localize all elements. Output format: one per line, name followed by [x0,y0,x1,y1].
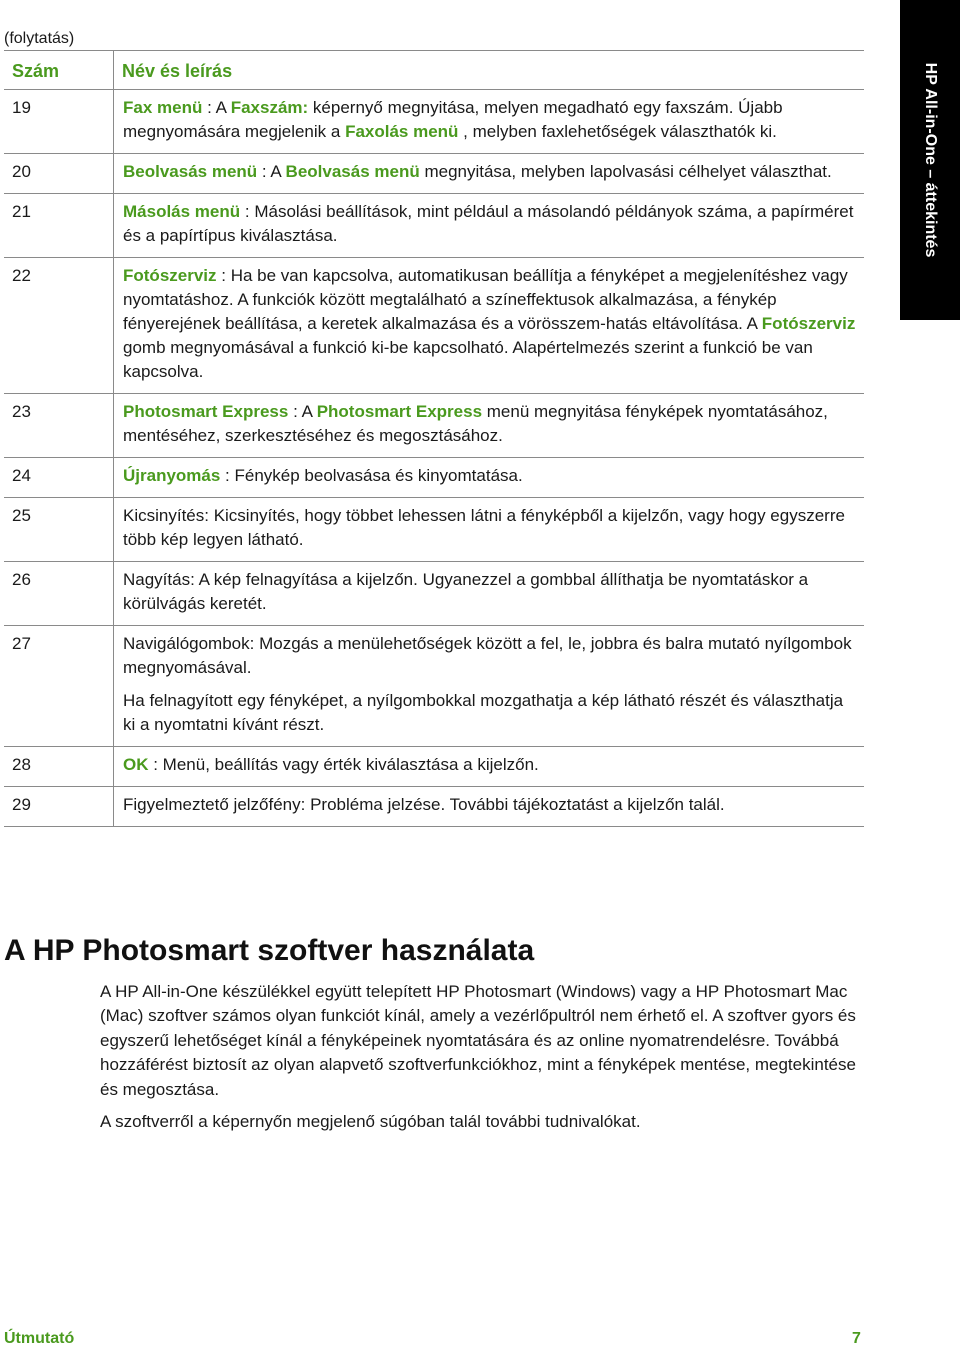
row-number: 26 [4,562,114,626]
header-number: Szám [4,51,114,90]
description-text: képernyő megnyitása, melyen megadható egy faxszám. Újabb megnyomására megjelenik a [123,98,783,141]
description-text: Nagyítás: A kép felnagyítása a kijelzőn. Ugyanezzel a gombbal állíthatja be nyomtatáskor a körülvágás keretét. [123,570,809,613]
row-description [114,90,865,154]
footer-guide-label: Útmutató [4,1330,75,1347]
description-text: : Fénykép beolvasása és kinyomtatása. [220,466,523,485]
page-number: 7 [852,1330,861,1347]
highlighted-term: Beolvasás menü [123,162,258,181]
row-description-text [123,400,856,448]
row-description [114,626,865,747]
side-tab-label: HP All-in-One – áttekintés [922,62,939,258]
row-description-extra: Ha felnagyított egy fényképet, a nyílgombokkal mozgathatja a kép látható részét és választhatja ki a nyomtatni kívánt részt. [123,691,844,734]
row-description-text [123,753,856,777]
table-row [4,626,864,747]
highlighted-term: OK [123,755,149,774]
row-description-text [123,632,856,680]
table-row [4,498,864,562]
row-description-text [123,568,856,616]
row-description [114,498,865,562]
row-number: 24 [4,458,114,498]
description-text: Figyelmeztető jelzőfény: Probléma jelzése. További tájékoztatást a kijelzőn talál. [123,795,725,814]
row-description [114,458,865,498]
table-row [4,90,864,154]
description-text: : A [257,162,286,181]
row-number: 21 [4,194,114,258]
description-text: : A [288,402,317,421]
description-text: menü megnyitása fényképek nyomtatásához, mentéséhez, szerkesztéséhez és megosztásához. [123,402,828,445]
row-description-text [123,96,856,144]
row-description [114,154,865,194]
highlighted-term: Fotószerviz [123,266,217,285]
table-header-row [4,51,864,90]
row-description-text [123,464,856,488]
row-number: 19 [4,90,114,154]
row-description [114,258,865,394]
section-paragraph-2: A szoftverről a képernyőn megjelenő súgóban talál további tudnivalókat. [100,1112,641,1132]
table-row [4,394,864,458]
row-description [114,787,865,827]
highlighted-term: Faxszám: [230,98,309,117]
highlighted-term: Fotószerviz [761,314,856,333]
row-number: 28 [4,747,114,787]
description-text: : Másolási beállítások, mint például a másolandó példányok száma, a papírméret és a papírtípus kiválasztása. [123,202,854,245]
table-row [4,747,864,787]
description-text: Navigálógombok: Mozgás a menülehetőségek között a fel, le, jobbra és balra mutató nyílgombok megnyomásával. [123,634,852,677]
description-text: megnyitása, melyben lapolvasási célhelyet választhat. [419,162,832,181]
row-number: 27 [4,626,114,747]
row-description [114,194,865,258]
description-text: : Ha be van kapcsolva, automatikusan beállítja a fényképet a megjelenítéshez vagy nyomtatáshoz. A funkciók között megtalálható a színeffektusok alkalmazása, a fénykép fényerejének beállítása, a keretek alkalmazása és a vörösszem-hatás eltávolítása. A [123,266,848,333]
section-paragraph-1: A HP All-in-One készülékkel együtt telepített HP Photosmart (Windows) vagy a HP Photosmart Mac (Mac) szoftver számos olyan funkciót kínál, amely a vezérlőpultról nem érhető el. A szoftver gyors és egyszerű lehetőséget kínál a fényképeinek nyomtatására és az online nyomatrendelésre. Továbbá hozzáférést biztosít az olyan alapvető szoftverfunkciókhoz, mint a fényképek mentése, megtekintése és megosztása. [100,982,856,1099]
highlighted-term: Újranyomás [123,466,221,485]
row-number: 22 [4,258,114,394]
highlighted-term: Beolvasás menü [285,162,420,181]
continued-label: (folytatás) [4,30,75,47]
highlighted-term: Photosmart Express [316,402,483,421]
section-title: A HP Photosmart szoftver használata [4,934,535,967]
section-body [100,980,875,1142]
row-description-text [123,160,856,184]
table-row [4,258,864,394]
row-description [114,562,865,626]
highlighted-term: Faxolás menü [345,122,459,141]
row-description [114,747,865,787]
highlighted-term: Másolás menü [123,202,241,221]
row-description-text [123,793,856,817]
table-row [4,458,864,498]
row-number: 20 [4,154,114,194]
description-text: Kicsinyítés: Kicsinyítés, hogy többet lehessen látni a fényképből a kijelzőn, vagy hogy egyszerre több kép legyen látható. [123,506,845,549]
table-row [4,787,864,827]
description-text: : Menü, beállítás vagy érték kiválasztása a kijelzőn. [148,755,539,774]
row-description-text [123,264,856,384]
table-row [4,154,864,194]
row-description-text [123,504,856,552]
row-number: 29 [4,787,114,827]
table-row [4,194,864,258]
header-description: Név és leírás [114,51,865,90]
row-description [114,394,865,458]
description-text: gomb megnyomásával a funkció ki-be kapcsolható. Alapértelmezés szerint a funkció be van kapcsolva. [123,338,813,381]
row-number: 23 [4,394,114,458]
highlighted-term: Fax menü [123,98,203,117]
highlighted-term: Photosmart Express [123,402,289,421]
control-panel-table [4,50,864,827]
table-row [4,562,864,626]
row-number: 25 [4,498,114,562]
description-text: , melyben faxlehetőségek választhatók ki. [458,122,777,141]
row-description-text [123,200,856,248]
description-text: : A [202,98,231,117]
